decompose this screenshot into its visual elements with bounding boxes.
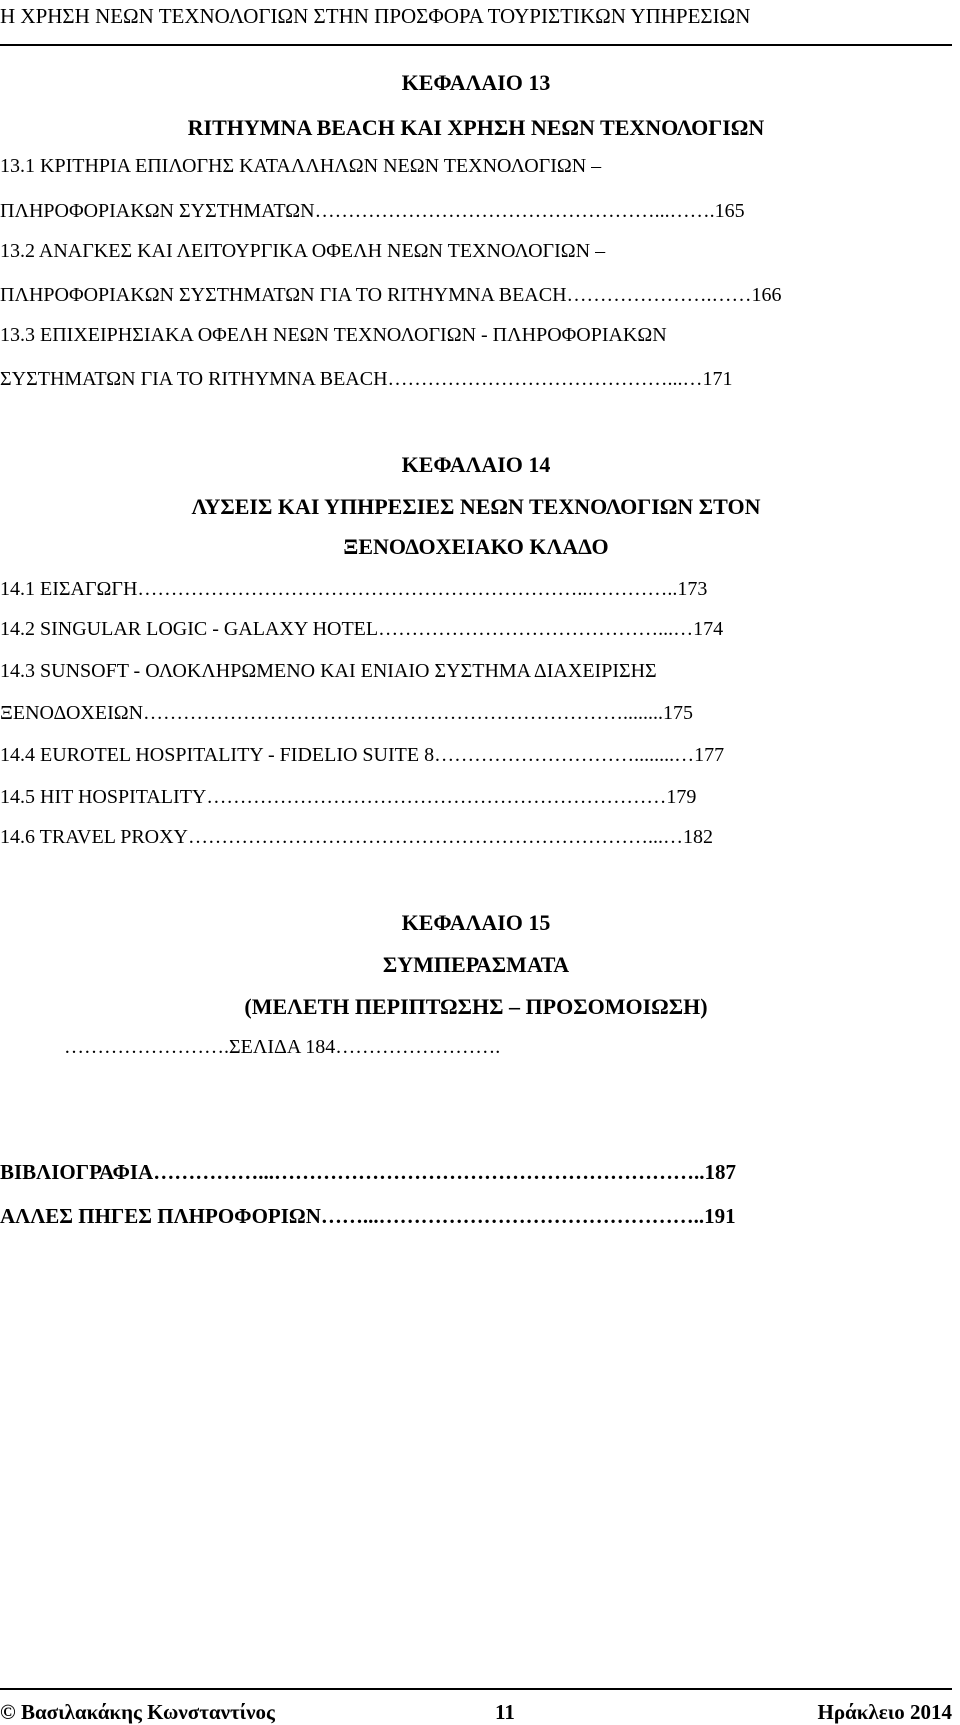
toc-entry-14-6: 14.6 TRAVEL PROXY……………………………………………………………...…182 — [0, 826, 713, 848]
toc-entry-14-1: 14.1 ΕΙΣΑΓΩΓΗ…………………………………………………………..…………..173 — [0, 578, 708, 600]
footer-page-number: 11 — [495, 1700, 515, 1724]
page-footer — [0, 1688, 952, 1724]
chapter-14-label: ΚΕΦΑΛΑΙΟ 14 — [401, 452, 551, 477]
toc-entry-14-4: 14.4 EUROTEL HOSPITALITY - FIDELIO SUITE 8…………………………........…177 — [0, 744, 725, 766]
footer-place-date: Ηράκλειο 2014 — [817, 1700, 952, 1724]
toc-entry-14-3-line2: ΞΕΝΟΔΟΧΕΙΩΝ………………………………………………………………........175 — [0, 702, 694, 724]
footer-author: © Βασιλακάκης Κωνσταντίνος — [0, 1700, 275, 1724]
toc-entry-14-3-line1: 14.3 SUNSOFT - ΟΛΟΚΛΗΡΩΜΕΝΟ ΚΑΙ ΕΝΙΑΙΟ ΣΥΣΤΗΜΑ ΔΙΑΧΕΙΡΙΣΗΣ — [0, 660, 657, 682]
toc-entry-other-sources: ΑΛΛΕΣ ΠΗΓΕΣ ΠΛΗΡΟΦΟΡΙΩΝ……...………………………………………..191 — [0, 1204, 736, 1228]
chapter-14-title-line2: ΞΕΝΟΔΟΧΕΙΑΚΟ ΚΛΑΔΟ — [343, 534, 609, 559]
toc-entry-13-1-line2: ΠΛΗΡΟΦΟΡΙΑΚΩΝ ΣΥΣΤΗΜΑΤΩΝ……………………………………………...…….165 — [0, 200, 745, 222]
toc-entry-13-3-line2: ΣΥΣΤΗΜΑΤΩΝ ΓΙΑ ΤΟ RITHYMNA BEACH……………………………………...…171 — [0, 368, 733, 390]
chapter-15-label: ΚΕΦΑΛΑΙΟ 15 — [401, 910, 551, 935]
toc-entry-14-2: 14.2 SINGULAR LOGIC - GALAXY HOTEL……………………………………...…174 — [0, 618, 724, 640]
chapter-15-page-line: …………………….ΣΕΛΙΔΑ 184……………………. — [64, 1036, 501, 1058]
toc-entry-14-5: 14.5 HIT HOSPITALITY……………………………………………………………179 — [0, 786, 697, 808]
toc-entry-13-1-line1: 13.1 ΚΡΙΤΗΡΙΑ ΕΠΙΛΟΓΗΣ ΚΑΤΑΛΛΗΛΩΝ ΝΕΩΝ ΤΕΧΝΟΛΟΓΙΩΝ – — [0, 155, 602, 177]
chapter-13-label: ΚΕΦΑΛΑΙΟ 13 — [401, 70, 551, 95]
chapter-15-title-line2: (ΜΕΛΕΤΗ ΠΕΡΙΠΤΩΣΗΣ – ΠΡΟΣΟΜΟΙΩΣΗ) — [244, 994, 708, 1019]
toc-entry-13-2-line2: ΠΛΗΡΟΦΟΡΙΑΚΩΝ ΣΥΣΤΗΜΑΤΩΝ ΓΙΑ ΤΟ RITHYMNA BEACH………………….……166 — [0, 284, 782, 306]
chapter-13-title: RITHYMNA BEACH ΚΑΙ ΧΡΗΣΗ ΝΕΩΝ ΤΕΧΝΟΛΟΓΙΩΝ — [187, 115, 765, 140]
chapter-14-title-line1: ΛΥΣΕΙΣ ΚΑΙ ΥΠΗΡΕΣΙΕΣ ΝΕΩΝ ΤΕΧΝΟΛΟΓΙΩΝ ΣΤΟΝ — [191, 494, 761, 519]
chapter-15-title-line1: ΣΥΜΠΕΡΑΣΜΑΤΑ — [382, 952, 570, 977]
toc-entry-bibliography: ΒΙΒΛΙΟΓΡΑΦΙΑ……………...……………………………………………………..187 — [0, 1160, 736, 1184]
toc-entry-13-3-line1: 13.3 ΕΠΙΧΕΙΡΗΣΙΑΚΑ ΟΦΕΛΗ ΝΕΩΝ ΤΕΧΝΟΛΟΓΙΩΝ - ΠΛΗΡΟΦΟΡΙΑΚΩΝ — [0, 324, 667, 346]
toc-entry-13-2-line1: 13.2 ΑΝΑΓΚΕΣ ΚΑΙ ΛΕΙΤΟΥΡΓΙΚΑ ΟΦΕΛΗ ΝΕΩΝ ΤΕΧΝΟΛΟΓΙΩΝ – — [0, 240, 606, 262]
page-header — [0, 0, 952, 46]
header-title: Η ΧΡΗΣΗ ΝΕΩΝ ΤΕΧΝΟΛΟΓΙΩΝ ΣΤΗΝ ΠΡΟΣΦΟΡΑ ΤΟΥΡΙΣΤΙΚΩΝ ΥΠΗΡΕΣΙΩΝ — [0, 4, 751, 28]
